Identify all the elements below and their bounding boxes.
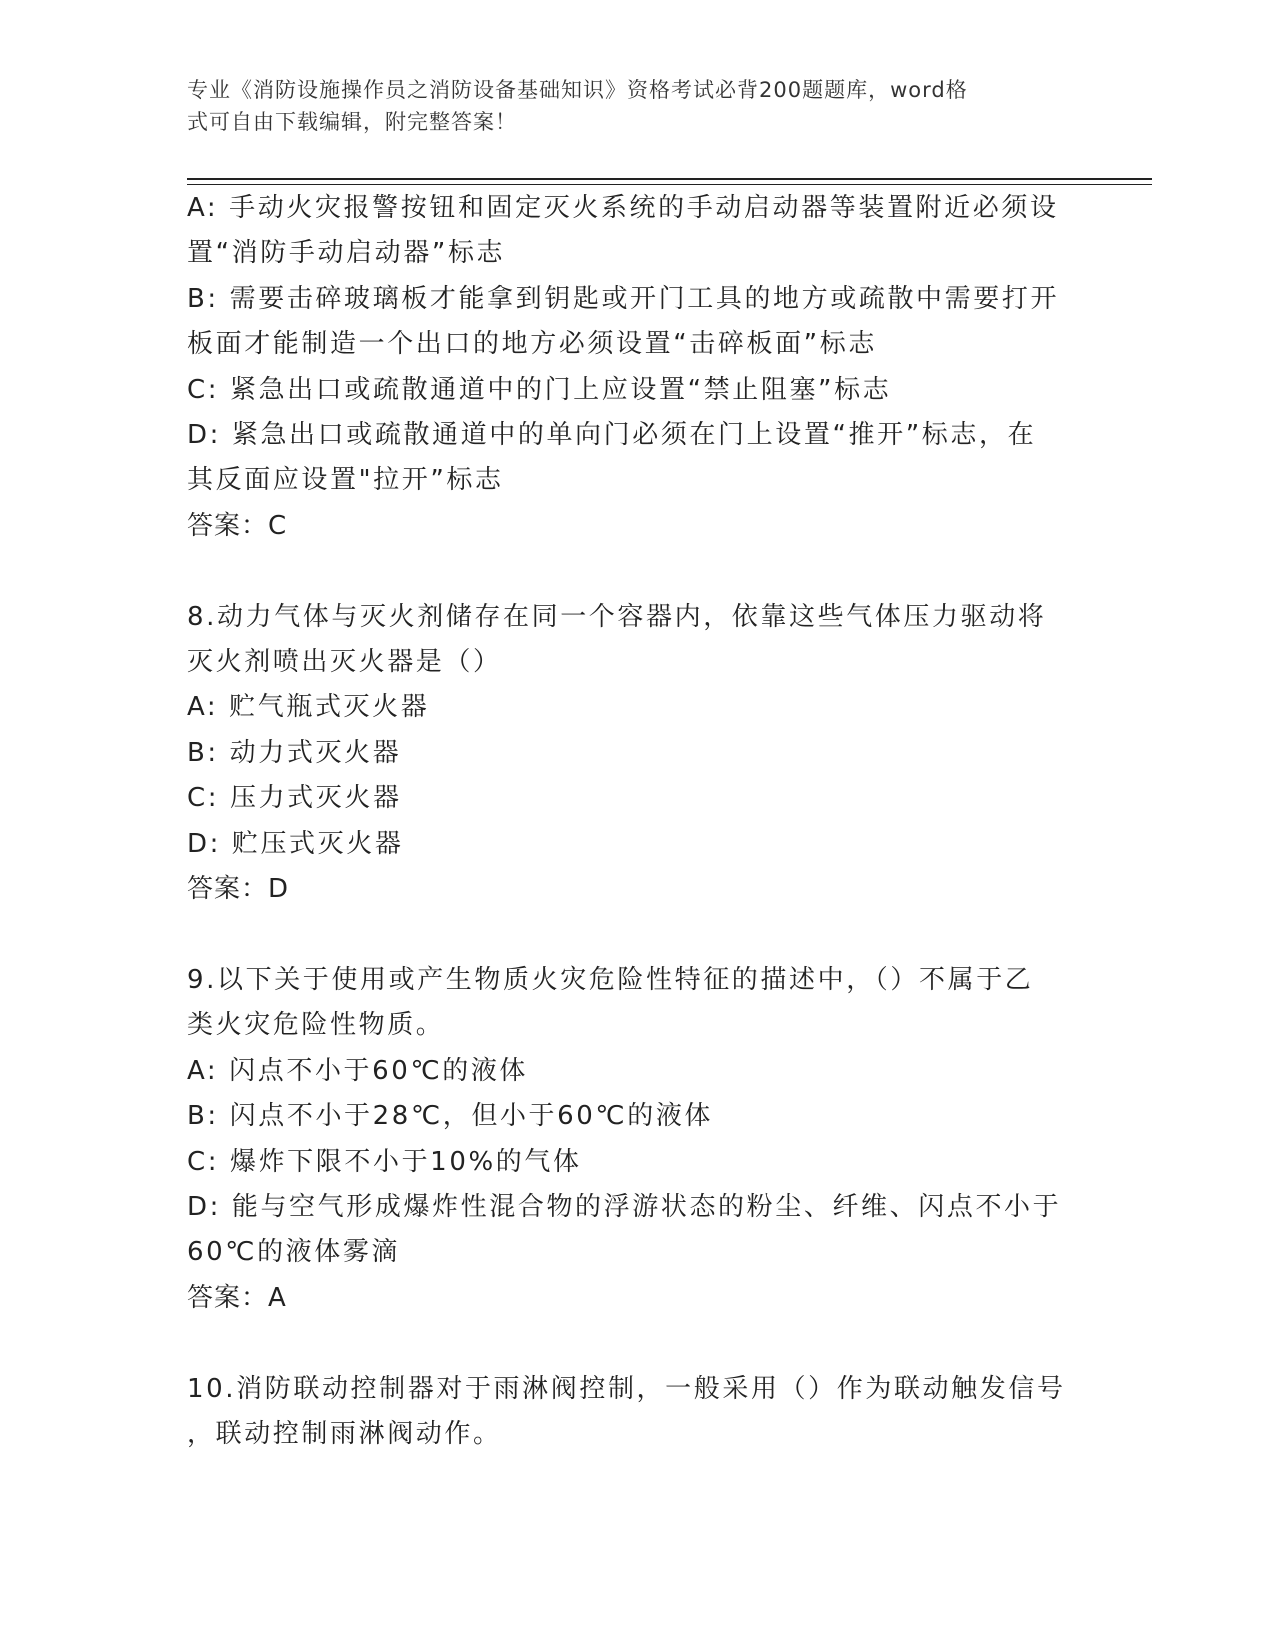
q7-option-a-line-2: 置“消防手动启动器”标志: [187, 238, 506, 269]
header-divider-thick: [187, 178, 1152, 180]
spacer: [187, 1321, 1067, 1366]
q9-option-b: B: 闪点不小于28℃，但小于60℃的液体: [187, 1101, 714, 1132]
q9-option-d-line-1: D: 能与空气形成爆炸性混合物的浮游状态的粉尘、纤维、闪点不小于: [187, 1191, 1062, 1222]
q8-option-d: D: 贮压式灭火器: [187, 828, 404, 859]
q8-option-b: B: 动力式灭火器: [187, 737, 402, 768]
q8-stem-line-2: 灭火剂喷出灭火器是（）: [187, 647, 502, 678]
header-line-1: 专业《消防设施操作员之消防设备基础知识》资格考试必背200题题库，word格: [187, 78, 968, 102]
q10-stem-line-1: 10.消防联动控制器对于雨淋阀控制，一般采用（）作为联动触发信号: [187, 1373, 1066, 1404]
q8-stem-line-1: 8.动力气体与灭火剂储存在同一个容器内，依靠这些气体压力驱动将: [187, 601, 1047, 632]
question-list: [187, 186, 1067, 1457]
q7-answer: 答案：C: [187, 510, 288, 541]
q7-option-a-line-1: A: 手动火灾报警按钮和固定灭火系统的手动启动器等装置附近必须设: [187, 193, 1059, 223]
header-line-2: 式可自由下载编辑，附完整答案！: [187, 110, 517, 134]
q7-option-d-line-2: 其反面应设置"拉开”标志: [187, 465, 504, 496]
q9-answer: 答案：A: [187, 1282, 287, 1313]
q9-option-a: A: 闪点不小于60℃的液体: [187, 1055, 529, 1086]
q7-option-b-line-2: 板面才能制造一个出口的地方必须设置“击碎板面”标志: [187, 329, 877, 360]
page-header: [187, 74, 1067, 138]
question-7: [187, 186, 1067, 549]
spacer: [187, 549, 1067, 594]
q7-option-b-line-1: B: 需要击碎玻璃板才能拿到钥匙或开门工具的地方或疏散中需要打开: [187, 283, 1060, 314]
q9-option-c: C: 爆炸下限不小于10%的气体: [187, 1146, 582, 1177]
q8-option-a: A: 贮气瓶式灭火器: [187, 692, 430, 723]
question-9: [187, 958, 1067, 1321]
spacer: [187, 912, 1067, 957]
q10-stem-line-2: ，联动控制雨淋阀动作。: [187, 1418, 502, 1449]
header-divider-thin: [187, 184, 1152, 185]
q9-stem-line-2: 类火灾危险性物质。: [187, 1010, 445, 1041]
q8-answer: 答案：D: [187, 874, 290, 905]
q9-stem-line-1: 9.以下关于使用或产生物质火灾危险性特征的描述中，（）不属于乙: [187, 964, 1034, 995]
q8-option-c: C: 压力式灭火器: [187, 783, 402, 814]
q7-option-c: C: 紧急出口或疏散通道中的门上应设置“禁止阻塞”标志: [187, 374, 892, 405]
q9-option-d-line-2: 60℃的液体雾滴: [187, 1237, 401, 1268]
question-8: [187, 595, 1067, 913]
q7-option-d-line-1: D: 紧急出口或疏散通道中的单向门必须在门上设置“推开”标志，在: [187, 420, 1037, 451]
question-10: [187, 1367, 1067, 1458]
